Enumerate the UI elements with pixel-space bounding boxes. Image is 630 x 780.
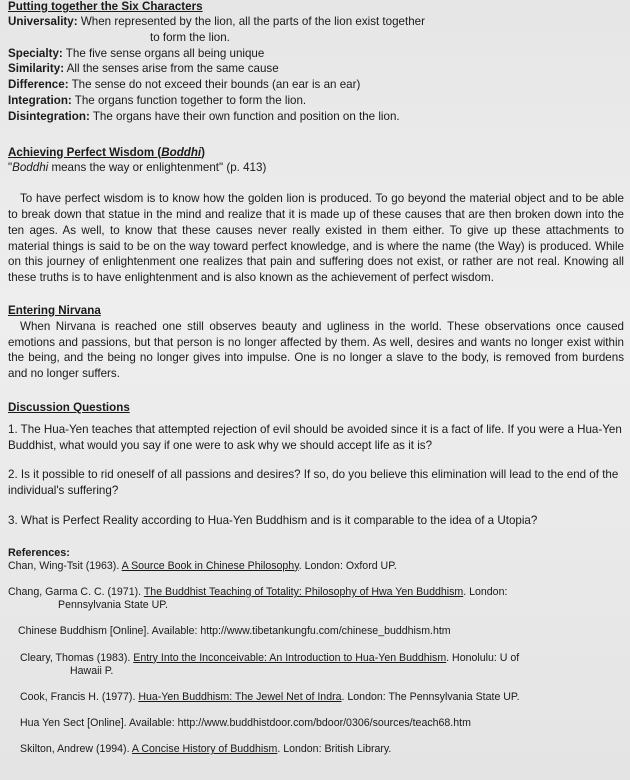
- reference-publisher: . London: British Library.: [277, 743, 392, 756]
- reference-author: Chang, Garma C. C. (1971).: [8, 585, 144, 598]
- references-heading: References:: [8, 546, 70, 559]
- definition-specialty: [8, 46, 624, 62]
- reference-item: [8, 717, 624, 730]
- definition-continuation: to form the lion.: [150, 30, 230, 44]
- definition-universality: [8, 14, 624, 30]
- definition-integration: [8, 93, 624, 109]
- six-characters-section: [8, 0, 624, 125]
- six-characters-heading: Putting together the Six Characters: [8, 0, 203, 13]
- definition-text: All the senses arise from the same cause: [66, 62, 279, 76]
- wisdom-quote: [8, 160, 624, 176]
- discussion-question: 1. The Hua-Yen teaches that attempted rejection of evil should be avoided since it is a fact of life. If you were a Hua-Yen Buddhist, what would you say if one were to ask why we should accept life as it is?: [8, 422, 622, 452]
- reference-title: A Concise History of Buddhism: [131, 743, 278, 756]
- discussion-section: [8, 400, 624, 529]
- reference-author: Chinese Buddhism [Online]. Available: http://www.tibetankungfu.com/chinese_buddhism.htm: [18, 625, 451, 638]
- reference-publisher: . London: The Pennsylvania State UP.: [341, 690, 520, 703]
- definition-term: Specialty:: [8, 46, 63, 60]
- quote-open: ": [8, 161, 13, 175]
- reference-item: [8, 560, 624, 573]
- reference-author: Cook, Francis H. (1977).: [20, 690, 139, 703]
- wisdom-section: [8, 145, 624, 286]
- reference-continuation: Hawaii P.: [70, 664, 114, 677]
- definition-term: Disintegration:: [8, 109, 90, 123]
- nirvana-paragraph: When Nirvana is reached one still observes beauty and ugliness in the world. These observations once caused emotions and passions, but that person is no longer affected by them. As well, desires and wants no longer exist within the being, and the being no longer gives into impulse. One is no longer a slave to the body, is removed from burdens and no longer suffers.: [8, 319, 624, 381]
- reference-item: [8, 625, 624, 638]
- reference-author: Chan, Wing-Tsit (1963).: [8, 559, 122, 572]
- definition-similarity: [8, 61, 624, 77]
- definition-text: The organs function together to form the lion.: [74, 93, 307, 107]
- reference-publisher: . London:: [463, 585, 508, 598]
- definition-text: When represented by the lion, all the parts of the lion exist together: [80, 15, 425, 28]
- nirvana-heading: Entering Nirvana: [8, 303, 101, 317]
- reference-item: [8, 652, 624, 678]
- discussion-heading: Discussion Questions: [8, 400, 130, 414]
- wisdom-paragraph: To have perfect wisdom is to know how the golden lion is produced. To go beyond the material object and to be able to break down that statue in the mind and realize that it is made up of these causes that are then broken down into the ten ages. As well, to know that these causes never really existed in them either. To give up these attachments to material things is said to be on the way toward perfect knowledge, and is where the name (the Way) is produced. While on this journey of enlightenment one realizes that pain and suffering does not exist, or rather are not real. Knowing all these truths is to have enlightenment and is also known as the achievement of perfect wisdom.: [8, 192, 624, 285]
- wisdom-heading-suffix: ): [201, 145, 206, 159]
- definition-term: Difference:: [8, 78, 69, 92]
- definition-term: Similarity:: [8, 62, 65, 76]
- reference-continuation: Pennsylvania State UP.: [58, 599, 168, 612]
- reference-title: Entry Into the Inconceivable: An Introduction to Hua-Yen Buddhism: [133, 651, 447, 664]
- wisdom-heading: [8, 145, 624, 161]
- reference-item: [8, 586, 624, 612]
- wisdom-heading-prefix: Achieving Perfect Wisdom (: [8, 145, 162, 159]
- reference-title: The Buddhist Teaching of Totality: Philosophy of Hwa Yen Buddhism: [143, 585, 464, 598]
- definition-term: Universality:: [8, 15, 78, 28]
- nirvana-section: [8, 303, 624, 382]
- quote-term: Boddhi: [12, 161, 49, 175]
- discussion-question: 2. Is it possible to rid oneself of all passions and desires? If so, do you believe this elimination will lead to the end of the individual's suffering?: [8, 468, 619, 498]
- wisdom-heading-term: Boddhi: [161, 145, 202, 159]
- definition-difference: [8, 77, 624, 93]
- definition-term: Integration:: [8, 93, 72, 107]
- definition-text: The sense do not exceed their bounds (an ear is an ear): [71, 78, 361, 92]
- reference-title: Hua-Yen Buddhism: The Jewel Net of Indra: [138, 690, 342, 703]
- reference-publisher: . London: Oxford UP.: [298, 559, 397, 572]
- definition-text: The five sense organs all being unique: [65, 46, 265, 60]
- reference-item: [8, 691, 624, 704]
- reference-author: Hua Yen Sect [Online]. Available: http://www.buddhistdoor.com/bdoor/0306/sources/teach68.htm: [20, 717, 471, 730]
- definition-text: The organs have their own function and position on the lion.: [92, 109, 400, 123]
- reference-author: Skilton, Andrew (1994).: [20, 743, 132, 756]
- reference-item: [8, 743, 624, 756]
- reference-title: A Source Book in Chinese Philosophy: [121, 559, 299, 572]
- definition-disintegration: [8, 109, 624, 125]
- reference-publisher: . Honolulu: U of: [446, 651, 520, 664]
- quote-rest: means the way or enlightenment" (p. 413): [48, 161, 267, 175]
- discussion-question: 3. What is Perfect Reality according to Hua-Yen Buddhism and is it comparable to the idea of a Utopia?: [8, 513, 538, 527]
- reference-author: Cleary, Thomas (1983).: [20, 651, 134, 664]
- references-section: [8, 547, 624, 757]
